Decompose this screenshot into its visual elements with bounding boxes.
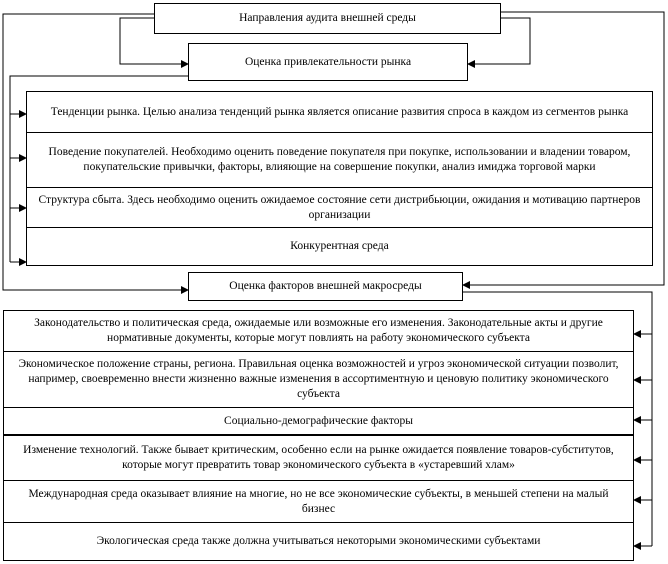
market-factors-list — [26, 91, 653, 266]
macro-factor-social-demographic: Социально-демографические факторы — [4, 407, 633, 434]
market-factor-competition: Конкурентная среда — [27, 227, 652, 265]
macro-factor-international: Международная среда оказывает влияние на многие, но не все экономические субъекты, в меньшей степени на малый бизнес — [4, 480, 633, 522]
macro-environment-label: Оценка факторов внешней макросреды — [229, 280, 422, 292]
market-attractiveness-label: Оценка привлекательности рынка — [244, 55, 412, 68]
macro-factor-legislation: Законодательство и политическая среда, ожидаемые или возможные его изменения. Законодательные акты и другие нормативные документы, которые могут повлиять на работу экономического субъекта — [34, 317, 603, 344]
macro-factor-technology: Изменение технологий. Также бывает критическим, особенно если на рынке ожидается появление товаров-субститутов, которые могут превратить товар экономического субъекта в «устаревший хлам» — [4, 434, 633, 480]
macro-factor-economy: Экономическое положение страны, региона. Правильная оценка возможностей и угроз экономической ситуации позволит, например, своевременно внести жизненно важные изменения в ассортиментную и ценовую политику экономического субъекта — [4, 351, 633, 407]
market-factor-trends: Тенденции рынка. Целью анализа тенденций рынка является описание развития спроса в каждом из сегментов рынка — [50, 105, 629, 118]
macro-environment-box — [188, 272, 463, 301]
market-factor-buyers: Поведение покупателей. Необходимо оценить поведение покупателя при покупке, использовании и владении товаром, покупательские привычки, факторы, влияющие на совершение покупки, анализ имиджа торговой марки — [27, 132, 652, 187]
macro-factors-list — [3, 310, 634, 561]
audit-directions-label: Направления аудита внешней среды — [239, 12, 416, 24]
market-attractiveness-box — [188, 43, 468, 81]
macro-factor-ecology: Экологическая среда также должна учитываться некоторыми экономическими субъектами — [4, 522, 633, 560]
market-factor-distribution: Структура сбыта. Здесь необходимо оценить ожидаемое состояние сети дистрибьюции, ожидания и мотивацию партнеров организации — [27, 187, 652, 227]
audit-directions-box — [154, 3, 501, 34]
